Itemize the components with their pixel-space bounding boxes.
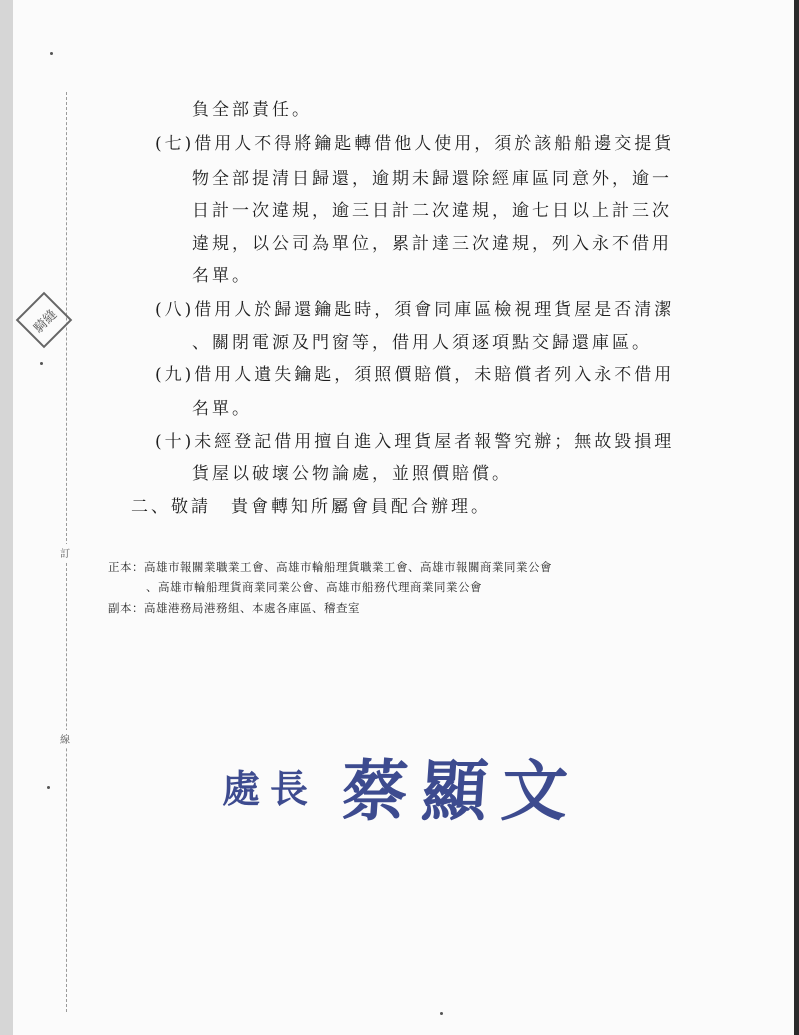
prev-item-tail: 負全部責任。	[192, 100, 312, 120]
scan-right-edge	[794, 0, 799, 1035]
item-9-line-1: (九)借用人遺失鑰匙，須照價賠償，未賠償者列入永不借用	[155, 365, 675, 385]
item-7-line-3: 日計一次違規，逾三日計二次違規，逾七日以上計三次	[192, 201, 672, 221]
item-10-line-1: (十)未經登記借用擅自進入理貨屋者報警究辦；無故毀損理	[155, 432, 675, 452]
binding-mark-ding: 訂	[60, 544, 70, 561]
distribution-original-line-2: 、高雄市輪船理貨商業同業公會、高雄市船務代理商業同業公會	[146, 580, 482, 594]
section-two: 二、敬請 貴會轉知所屬會員配合辦理。	[131, 497, 491, 517]
scan-speck	[40, 362, 43, 365]
scan-left-margin	[0, 0, 13, 1035]
distribution-original-line-1: 正本：高雄市報關業職業工會、高雄市輪船理貨職業工會、高雄市報關商業同業公會	[108, 560, 552, 574]
item-10-line-2: 貨屋以破壞公物論處，並照價賠償。	[192, 464, 512, 484]
signature-name: 蔡顯文	[338, 752, 585, 830]
item-7-line-4: 違規，以公司為單位，累計達三次違規，列入永不借用	[192, 234, 672, 254]
item-8-line-2: 、關閉電源及門窗等，借用人須逐項點交歸還庫區。	[192, 333, 652, 353]
binding-mark-xian: 線	[60, 730, 70, 747]
item-9-line-2: 名單。	[192, 399, 252, 419]
scan-speck	[47, 786, 50, 789]
item-8-line-1: (八)借用人於歸還鑰匙時，須會同庫區檢視理貨屋是否清潔	[155, 300, 675, 320]
scan-speck	[50, 52, 53, 55]
item-7-line-2: 物全部提清日歸還，逾期未歸還除經庫區同意外，逾一	[192, 169, 672, 189]
signature-title: 處長	[222, 766, 319, 811]
scan-speck	[440, 1012, 443, 1015]
item-7-line-1: (七)借用人不得將鑰匙轉借他人使用，須於該船船邊交提貨	[155, 134, 675, 154]
seam-stamp-text: 騎縫	[30, 306, 60, 336]
item-7-line-5: 名單。	[192, 266, 252, 286]
distribution-copy: 副本：高雄港務局港務組、本處各庫區、稽查室	[108, 601, 360, 615]
